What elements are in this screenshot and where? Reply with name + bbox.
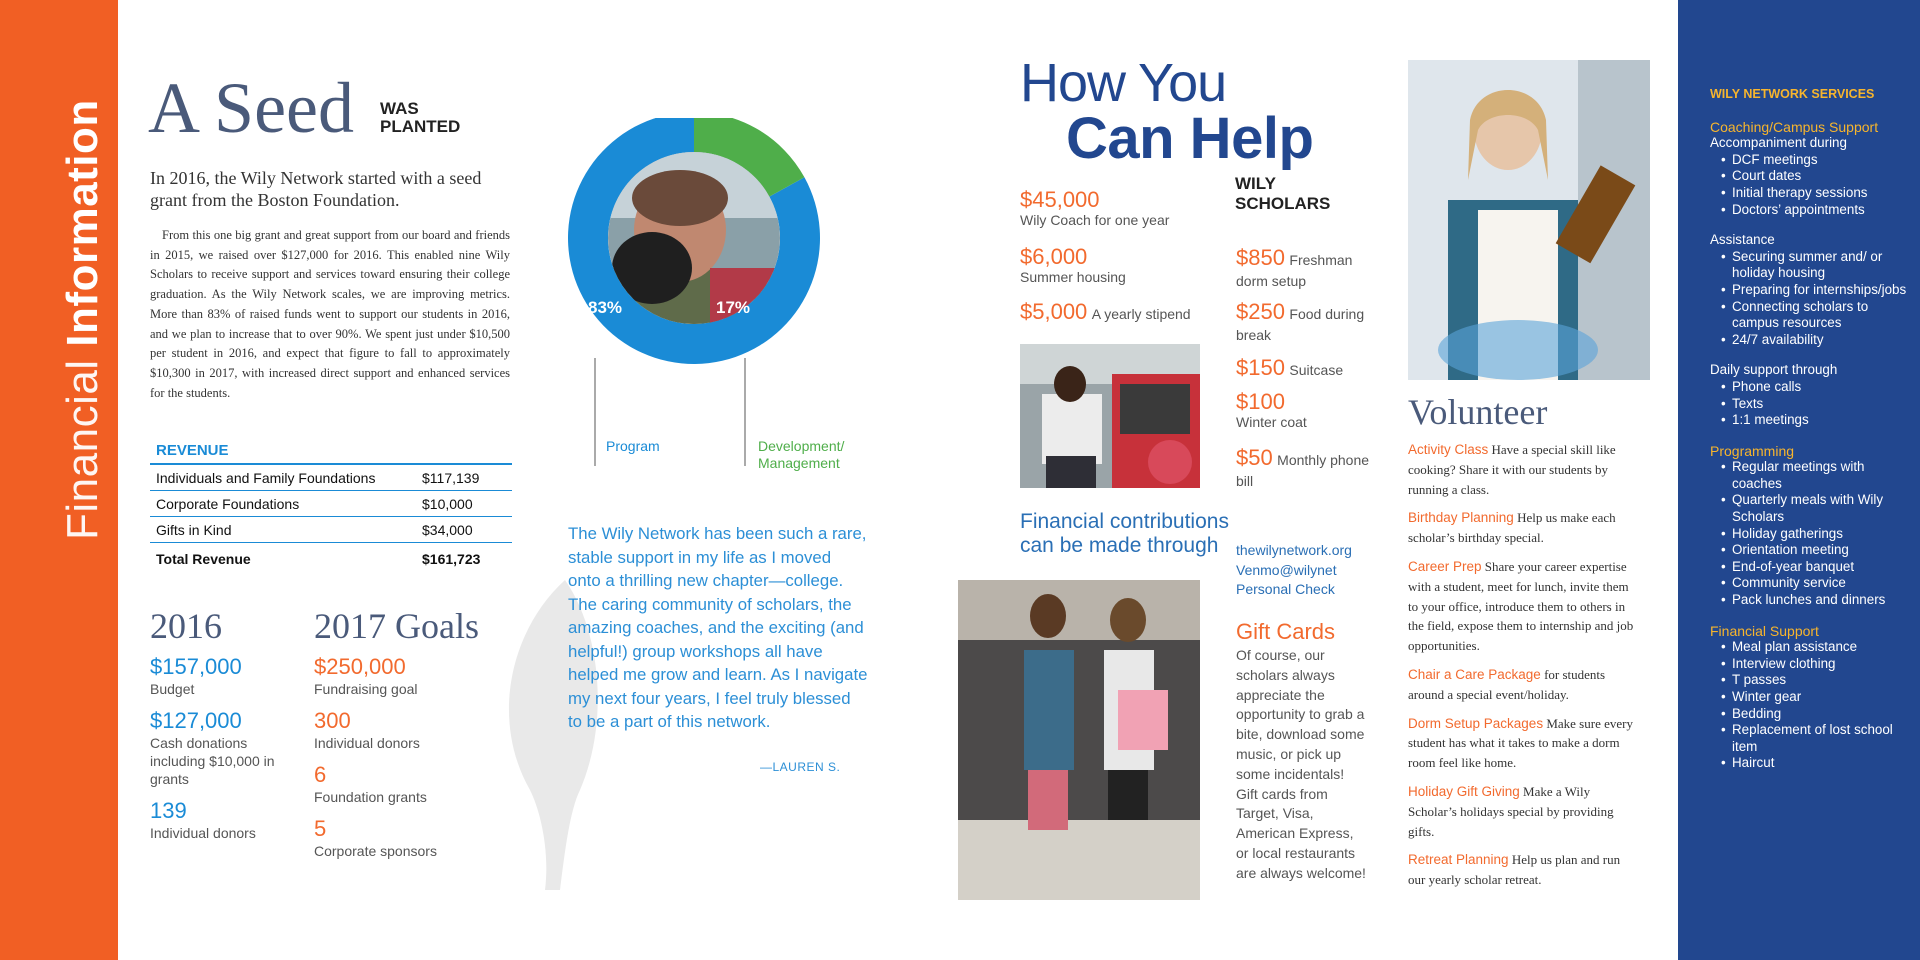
services-section-subheading: Accompaniment during: [1710, 135, 1847, 151]
help-label: Wily Coach for one year: [1020, 212, 1170, 228]
help-label: Food during break: [1236, 306, 1365, 343]
volunteer-cooking-photo: [1408, 60, 1650, 380]
sidebar-band: [0, 0, 118, 960]
volunteer-item: [1408, 557, 1634, 656]
revenue-label: Gifts in Kind: [156, 522, 232, 538]
volunteer-cooking-photo-image: [1408, 60, 1650, 380]
services-bullet-item: • Texts: [1724, 396, 1915, 413]
volunteer-item: [1408, 440, 1634, 499]
volunteer-item-text: Share your career expertise with a student, meet for lunch, invite them to your office, introduce them to others in the field, expose them to internship and job opportunities.: [1408, 558, 1634, 654]
help-item: [1236, 245, 1376, 292]
volunteer-item-text: for students around a special event/holiday.: [1408, 666, 1606, 702]
volunteer-item: [1408, 508, 1634, 548]
legend-development-line1: Development/: [758, 438, 845, 454]
help-title-line2: Can Help: [1066, 106, 1314, 171]
services-bullet-item: • Community service: [1724, 575, 1915, 592]
goal-label: Individual donors: [314, 735, 420, 751]
services-section-heading: Coaching/Campus Support: [1710, 118, 1879, 135]
help-item: [1020, 244, 1126, 287]
help-amount: $100: [1236, 389, 1285, 414]
contributions-heading-line1: Financial contributions: [1020, 510, 1229, 533]
volunteer-heading: Volunteer: [1408, 392, 1548, 432]
contributions-heading-line2: can be made through: [1020, 534, 1219, 557]
services-section: [1710, 232, 1915, 348]
sidebar-title-light: Financial: [58, 346, 107, 540]
services-bullet-item: • Haircut: [1724, 755, 1915, 772]
goal-value: 5: [314, 816, 327, 841]
stat-value: $127,000: [150, 708, 242, 733]
services-bullet-item: • Orientation meeting: [1724, 542, 1915, 559]
services-section-subheading: Daily support through: [1710, 362, 1838, 378]
volunteer-list: [1408, 440, 1634, 899]
gift-cards-heading: Gift Cards: [1236, 619, 1336, 644]
services-bullet-item: • Doctors’ appointments: [1724, 202, 1915, 219]
scholars-heading-line1: WILY: [1235, 174, 1276, 193]
volunteer-item-label: Dorm Setup Packages: [1408, 715, 1544, 731]
help-label: Suitcase: [1289, 362, 1344, 378]
services-bullet-item: • Court dates: [1724, 168, 1915, 185]
services-section: [1710, 119, 1915, 219]
services-bullet-list: [1710, 639, 1915, 772]
goal-value: $250,000: [314, 654, 406, 679]
services-bullet-item: • Meal plan assistance: [1724, 639, 1915, 656]
quote-attribution: —LAUREN S.: [760, 760, 841, 774]
volunteer-item-label: Activity Class: [1408, 442, 1489, 457]
volunteer-item: [1408, 665, 1634, 705]
volunteer-item-text: Make a Wily Scholar’s holidays special by providing gifts.: [1408, 783, 1614, 839]
goals-2017-heading: 2017 Goals: [314, 606, 479, 646]
services-bullet-item: • Initial therapy sessions: [1724, 185, 1915, 202]
scholars-heading: [1235, 174, 1330, 214]
help-label: A yearly stipend: [1091, 306, 1191, 322]
help-label: Freshman dorm setup: [1236, 252, 1353, 289]
volunteer-item-text: Help us plan and run our yearly scholar retreat.: [1408, 852, 1621, 888]
revenue-amount: $10,000: [422, 496, 473, 512]
volunteer-item: [1408, 850, 1634, 890]
scholar-photo-cart-image: [1020, 344, 1200, 488]
stat-label: Budget: [150, 681, 195, 697]
services-bullet-item: • Holiday gatherings: [1724, 526, 1915, 543]
services-title: WILY NETWORK SERVICES: [1710, 87, 1875, 101]
volunteer-item-label: Career Prep: [1408, 558, 1482, 574]
stat-value: $157,000: [150, 654, 242, 679]
seed-heading: A Seed: [148, 68, 354, 148]
help-item: [1020, 187, 1170, 230]
services-bullet-item: • Preparing for internships/jobs: [1724, 282, 1915, 299]
volunteers-store-photo: [958, 580, 1200, 900]
stat-value: 139: [150, 798, 187, 823]
revenue-row: [150, 465, 512, 491]
services-section-subheading: Assistance: [1710, 232, 1775, 248]
contribution-check: Personal Check: [1236, 581, 1335, 597]
legend-development: [758, 438, 844, 471]
services-bullet-item: • Quarterly meals with Wily Scholars: [1724, 492, 1915, 525]
donut-percent-label: 17%: [716, 298, 751, 317]
seed-body: From this one big grant and great support from our board and friends in 2015, we raised over $127,000 for 2016. This enabled nine Wily Scholars to receive support and services toward ensuring their college graduation. As the Wily Network scales, we are improving metrics. More than 83% of raised funds went to support our students in 2016, and we plan to increase that to over 90%. We spent just under $10,500 per student in 2016, and expect that figure to fall to approximately $10,300 in 2017, with increased direct support and enhanced services for the students.: [150, 228, 510, 400]
sidebar-title: [58, 99, 108, 540]
services-bullet-item: • Phone calls: [1724, 379, 1915, 396]
donut-percent-label: 83%: [588, 298, 623, 317]
services-bullet-item: • Pack lunches and dinners: [1724, 592, 1915, 609]
volunteer-item: [1408, 714, 1634, 773]
revenue-total-label: Total Revenue: [156, 551, 251, 567]
services-bullet-item: • T passes: [1724, 672, 1915, 689]
goal-value: 6: [314, 762, 327, 787]
help-item: [1020, 299, 1191, 325]
volunteer-item-label: Retreat Planning: [1408, 852, 1509, 868]
help-item: [1236, 445, 1376, 492]
revenue-label: Corporate Foundations: [156, 496, 300, 512]
services-bullet-list: [1710, 459, 1915, 608]
services-section: [1710, 443, 1915, 609]
services-section-heading: Financial Support: [1710, 622, 1819, 639]
revenue-total-amount: $161,723: [422, 551, 481, 567]
seed-subheading: [380, 100, 460, 136]
help-amount: $50: [1236, 445, 1273, 470]
contribution-methods: [1236, 541, 1352, 600]
funds-donut-chart: [540, 118, 850, 478]
help-title-line1: How You: [1020, 53, 1227, 113]
help-amount: $45,000: [1020, 187, 1100, 212]
volunteer-item-label: Holiday Gift Giving: [1408, 783, 1520, 799]
contribution-website: thewilynetwork.org: [1236, 542, 1352, 558]
services-sections: [1710, 119, 1915, 772]
services-bullet-item: • Replacement of lost school item: [1724, 722, 1915, 755]
volunteer-item-text: Help us make each scholar’s birthday special.: [1408, 510, 1616, 546]
services-bullet-list: [1710, 152, 1915, 218]
help-label: Monthly phone bill: [1236, 452, 1370, 489]
volunteer-item-label: Birthday Planning: [1408, 510, 1514, 526]
stat-label: Individual donors: [150, 825, 256, 841]
contribution-venmo: Venmo@wilynet: [1236, 561, 1337, 578]
contributions-heading: [1020, 510, 1229, 558]
goal-label: Corporate sponsors: [314, 843, 437, 859]
services-bullet-item: • 1:1 meetings: [1724, 412, 1915, 429]
volunteers-store-photo-image: [958, 580, 1200, 900]
services-bullet-item: • Bedding: [1724, 706, 1915, 723]
services-list: [1710, 86, 1915, 786]
help-label: Winter coat: [1236, 414, 1307, 430]
services-bullet-item: • Connecting scholars to campus resources: [1724, 299, 1915, 332]
seed-subheading-line1: WAS: [380, 99, 419, 118]
volunteer-item-text: Make sure every student has what it takes to make a dorm room feel like home.: [1408, 715, 1633, 771]
help-label: Summer housing: [1020, 269, 1126, 285]
sidebar-title-bold: Information: [58, 99, 107, 347]
scholar-photo-cart: [1020, 344, 1200, 488]
stats-2016: [150, 608, 290, 842]
services-bullet-item: • Winter gear: [1724, 689, 1915, 706]
revenue-table: [150, 442, 512, 573]
services-bullet-item: • Regular meetings with coaches: [1724, 459, 1915, 492]
revenue-amount: $117,139: [422, 470, 480, 486]
seed-lead: In 2016, the Wily Network started with a seed grant from the Boston Foundation.: [150, 168, 482, 210]
revenue-title: REVENUE: [150, 442, 512, 465]
revenue-label: Individuals and Family Foundations: [156, 470, 376, 486]
revenue-amount: $34,000: [422, 522, 473, 538]
seed-subheading-line2: PLANTED: [380, 116, 461, 136]
services-section: [1710, 362, 1915, 428]
services-panel: [1678, 0, 1920, 960]
services-section-heading: Programming: [1710, 442, 1795, 459]
services-bullet-item: • DCF meetings: [1724, 152, 1915, 169]
goal-label: Foundation grants: [314, 789, 427, 805]
revenue-row: [150, 517, 512, 543]
help-amount: $250: [1236, 299, 1285, 324]
help-amount: $5,000: [1020, 299, 1088, 324]
stats-2016-heading: 2016: [150, 606, 222, 646]
help-amount: $150: [1236, 355, 1285, 380]
services-bullet-item: • Securing summer and/ or holiday housing: [1724, 249, 1915, 282]
revenue-total-row: [150, 543, 512, 573]
help-amount: $850: [1236, 245, 1285, 270]
volunteer-item-text: Have a special skill like cooking? Share it with our students by running a class.: [1408, 442, 1616, 497]
stat-label: Cash donations including $10,000 in grants: [150, 735, 275, 787]
services-section: [1710, 623, 1915, 772]
help-amount: $6,000: [1020, 244, 1088, 269]
help-item: [1236, 355, 1376, 381]
help-item: [1236, 299, 1376, 346]
goal-value: 300: [314, 708, 351, 733]
services-bullet-list: [1710, 379, 1915, 429]
gift-cards-body: Of course, our scholars always appreciate the opportunity to grab a bite, download some music, or pick up some incidentals! Gift cards from Target, Visa, American Express, or local restaurants are always welcome!: [1236, 647, 1366, 881]
volunteer-item-label: Chair a Care Package: [1408, 666, 1541, 682]
help-item: [1236, 389, 1376, 432]
donut-svg: [540, 118, 850, 478]
legend-program: Program: [606, 438, 660, 454]
scholars-heading-line2: SCHOLARS: [1235, 194, 1331, 213]
scholar-quote: The Wily Network has been such a rare, stable support in my life as I moved onto a thrilling new chapter—college. The caring community of scholars, the amazing coaches, and the exciting (and helpful!) group workshops all have helped me grow and learn. As I navigate my next four years, I feel truly blessed to be a part of this network.: [568, 524, 868, 731]
services-bullet-list: [1710, 249, 1915, 349]
legend-development-line2: Management: [758, 455, 840, 471]
goal-label: Fundraising goal: [314, 681, 418, 697]
volunteer-item: [1408, 782, 1634, 841]
services-bullet-item: • End-of-year banquet: [1724, 559, 1915, 576]
revenue-row: [150, 491, 512, 517]
services-bullet-item: • 24/7 availability: [1724, 332, 1915, 349]
services-bullet-item: • Interview clothing: [1724, 656, 1915, 673]
